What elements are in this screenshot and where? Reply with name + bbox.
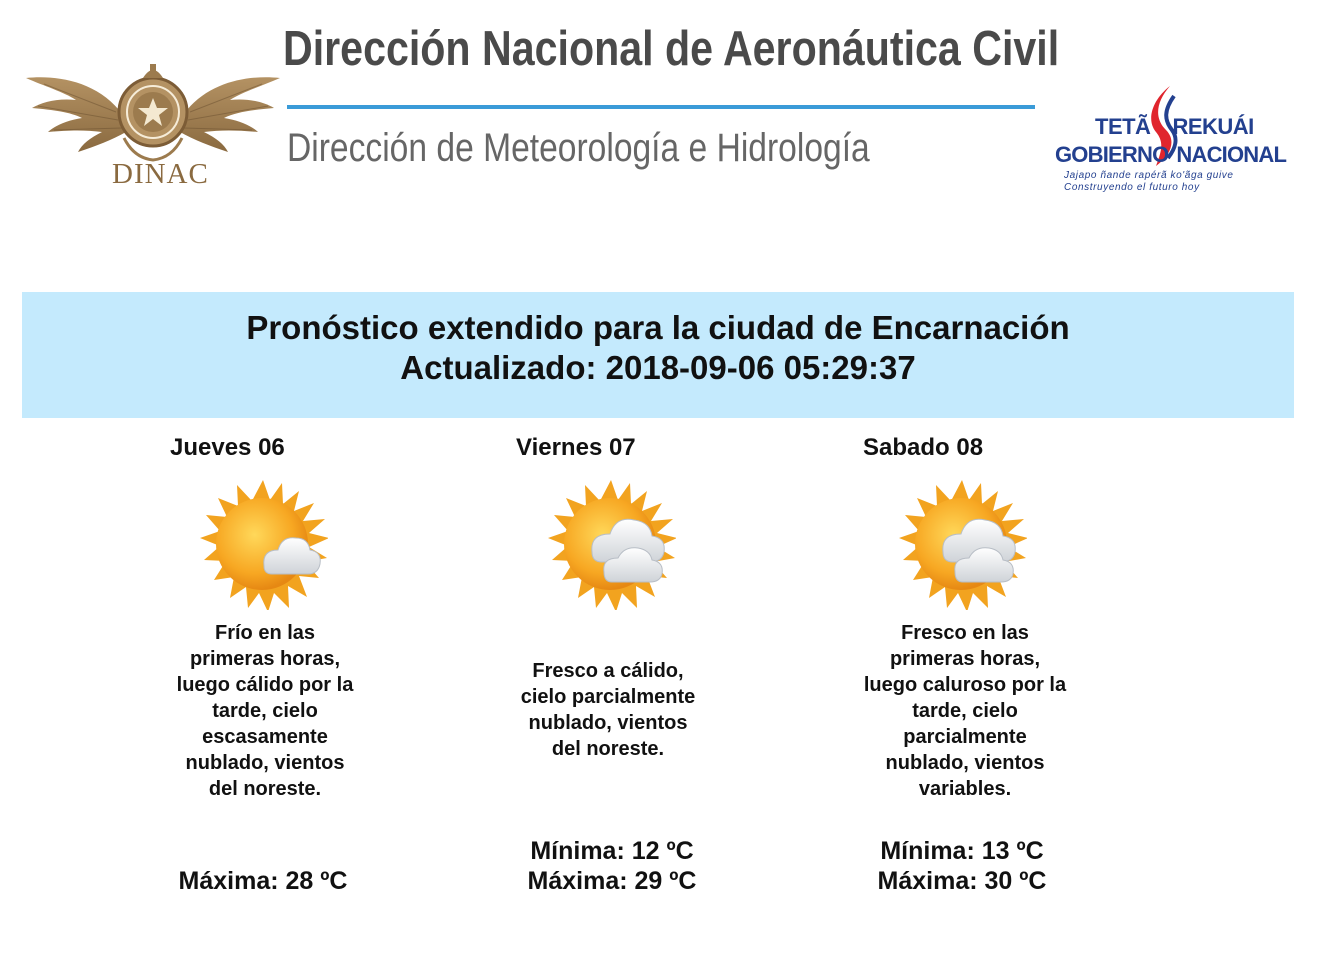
header-divider [287, 105, 1035, 109]
forecast-description: Frío en las primeras horas, luego cálido por la tarde, cielo escasamente nublado, vientos del noreste. [176, 622, 354, 800]
page-title: Pronóstico extendido para la ciudad de Encarnación [246, 309, 1070, 346]
forecast-banner [22, 292, 1294, 418]
gov-logo-gobierno: GOBIERNO [1055, 142, 1169, 167]
sun-small-cloud-icon [198, 480, 328, 610]
min-temperature: Mínima: 13 ºC [880, 837, 1044, 865]
gov-logo-tagline [1064, 170, 1234, 194]
gov-logo-line2 [1055, 142, 1286, 168]
gov-logo-teta: TETÃ [1095, 114, 1151, 139]
updated-timestamp: Actualizado: 2018-09-06 05:29:37 [400, 349, 916, 386]
forecast-day [516, 430, 816, 910]
gov-logo-line1 [1095, 114, 1254, 140]
max-temperature: Máxima: 29 ºC [527, 867, 697, 895]
gov-logo-nacional: NACIONAL [1176, 142, 1287, 167]
min-temperature: Mínima: 12 ºC [530, 837, 694, 865]
agency-title: Dirección Nacional de Aeronáutica Civil [283, 22, 1060, 76]
sun-clouds-icon [897, 480, 1027, 610]
agency-subtitle: Dirección de Meteorología e Hidrología [287, 126, 870, 170]
max-temperature: Máxima: 28 ºC [178, 867, 348, 895]
gov-logo-rekuai: REKUÁI [1172, 114, 1254, 139]
day-label: Jueves 06 [170, 434, 285, 461]
dinac-logo-text: DINAC [112, 158, 209, 190]
forecast-description: Fresco a cálido, cielo parcialmente nublado, vientos del noreste. [520, 660, 696, 760]
max-temperature: Máxima: 30 ºC [877, 867, 1047, 895]
sun-clouds-icon [546, 480, 676, 610]
forecast-day [863, 430, 1163, 910]
gov-tagline-spanish: Construyendo el futuro hoy [1064, 182, 1200, 193]
forecast-day [170, 430, 470, 910]
day-label: Sabado 08 [863, 434, 984, 461]
day-label: Viernes 07 [516, 434, 636, 461]
gov-tagline-guarani: Jajapo ñande rapérã ko'ãga guive [1064, 170, 1234, 181]
forecast-description: Fresco en las primeras horas, luego caluroso por la tarde, cielo parcialmente nublado, vientos variables. [863, 622, 1067, 800]
